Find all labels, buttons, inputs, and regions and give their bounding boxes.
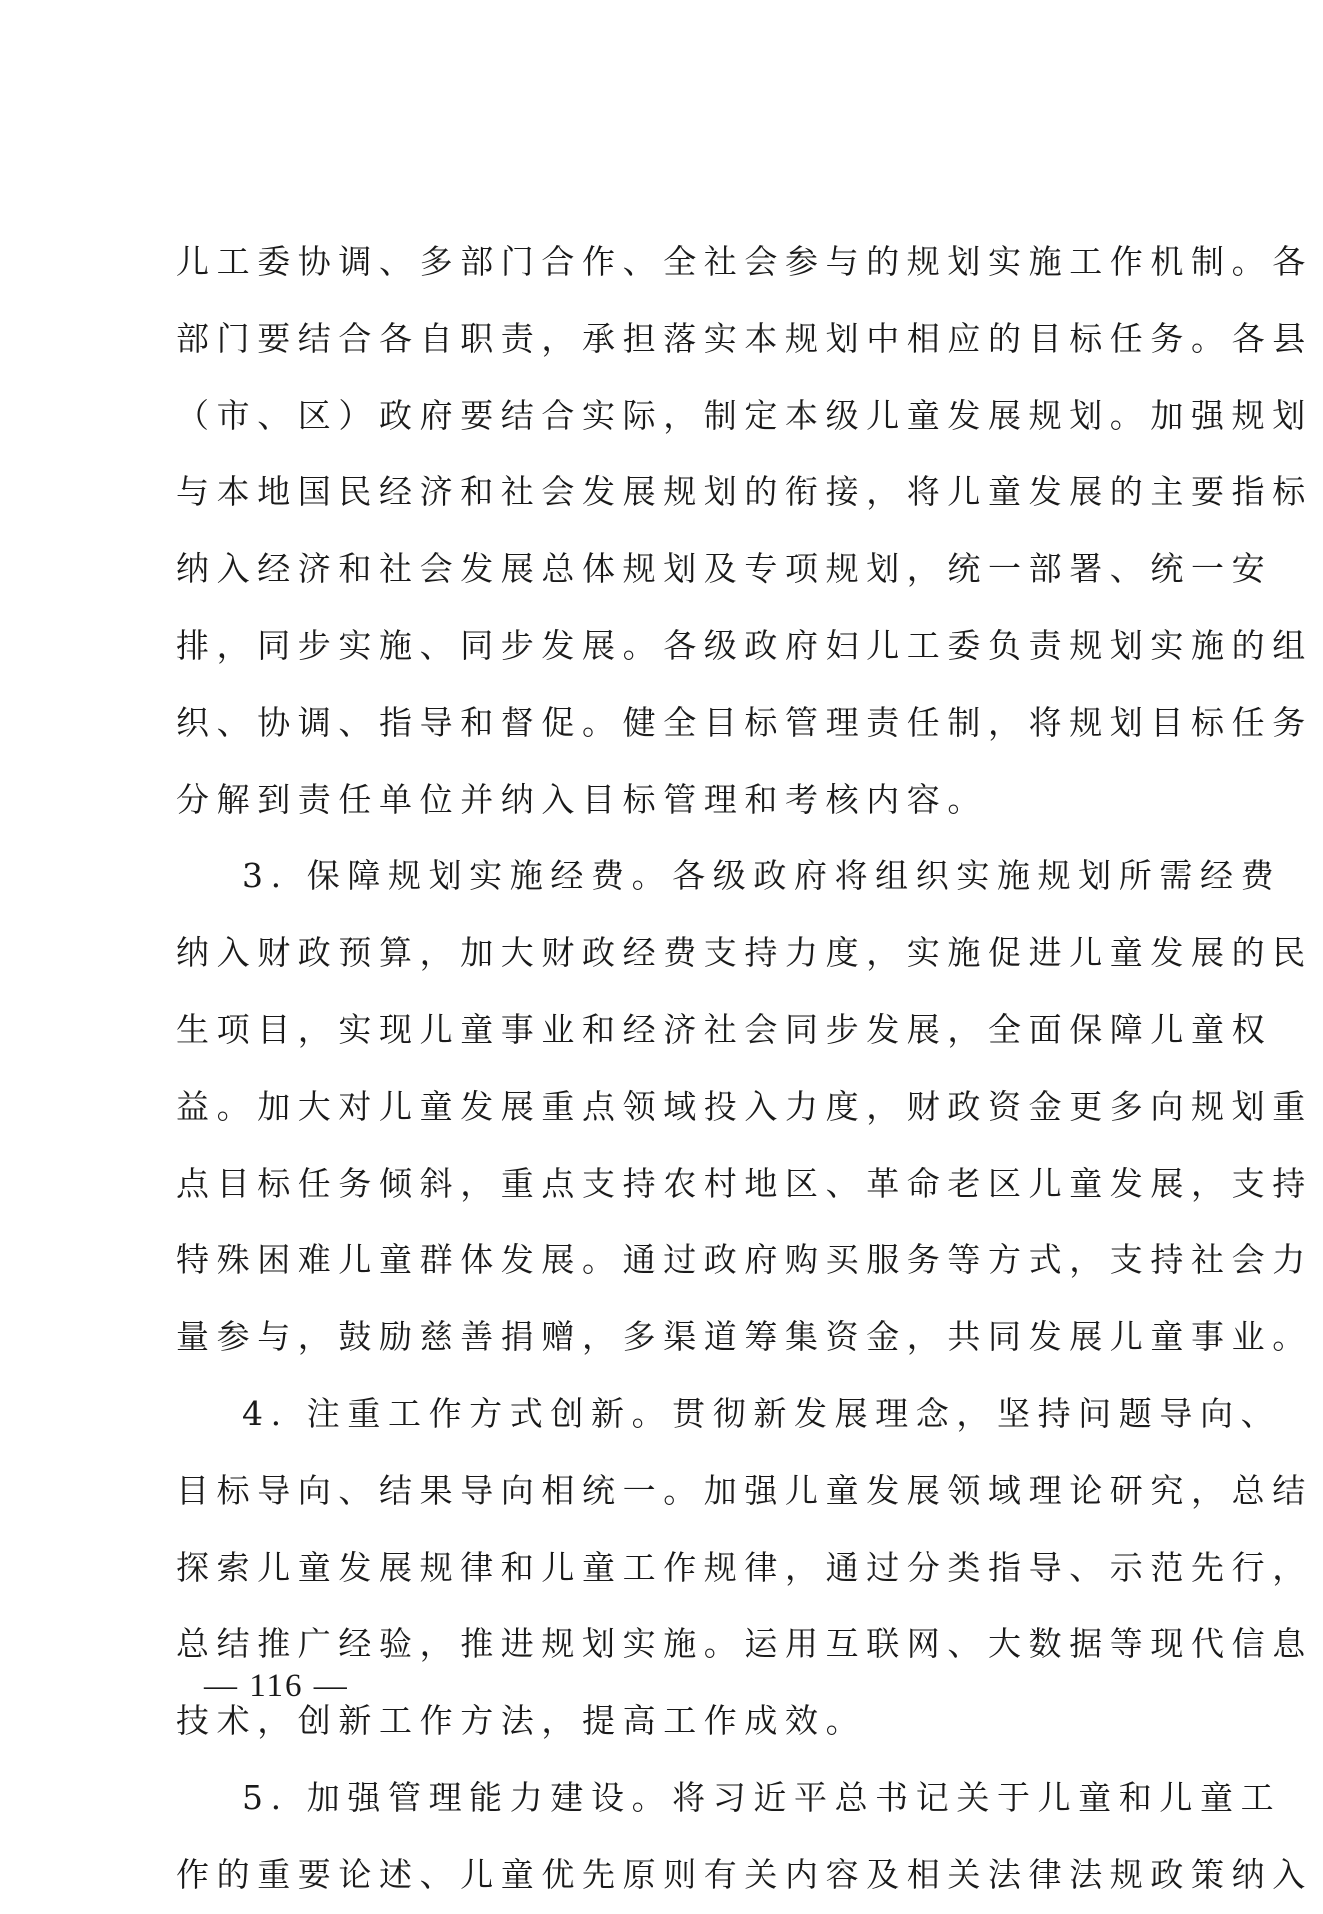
- text-line: 织、协调、指导和督促。健全目标管理责任制，将规划目标任务: [176, 702, 1313, 742]
- text-line: 与本地国民经济和社会发展规划的衔接，将儿童发展的主要指标: [176, 472, 1313, 512]
- text-line: 儿工委协调、多部门合作、全社会参与的规划实施工作机制。各: [176, 242, 1313, 281]
- text-line: 生项目，实现儿童事业和经济社会同步发展，全面保障儿童权: [176, 1009, 1273, 1049]
- text-line: 纳入财政预算，加大财政经费支持力度，实施促进儿童发展的民: [176, 933, 1313, 973]
- text-line: 益。加大对儿童发展重点领域投入力度，财政资金更多向规划重: [176, 1086, 1313, 1126]
- text-line: 分解到责任单位并纳入目标管理和考核内容。: [176, 779, 988, 819]
- text-line: 部门要结合各自职责，承担落实本规划中相应的目标任务。各县: [176, 318, 1313, 358]
- text-line: （市、区）政府要结合实际，制定本级儿童发展规划。加强规划: [176, 395, 1313, 435]
- text-line: 排，同步实施、同步发展。各级政府妇儿工委负责规划实施的组: [176, 625, 1313, 665]
- text-line: 总结推广经验，推进规划实施。运用互联网、大数据等现代信息: [176, 1624, 1313, 1664]
- text-line: 纳入经济和社会发展总体规划及专项规划，统一部署、统一安: [176, 549, 1273, 589]
- text-line: 目标导向、结果导向相统一。加强儿童发展领域理论研究，总结: [176, 1470, 1313, 1510]
- text-line: 特殊困难儿童群体发展。通过政府购买服务等方式，支持社会力: [176, 1240, 1313, 1280]
- body-text: [176, 224, 1313, 1914]
- text-line: 探索儿童发展规律和儿童工作规律，通过分类指导、示范先行，: [176, 1547, 1313, 1587]
- text-line: 技术，创新工作方法，提高工作成效。: [176, 1701, 867, 1741]
- text-line: 量参与，鼓励慈善捐赠，多渠道筹集资金，共同发展儿童事业。: [176, 1317, 1313, 1357]
- text-line: 作的重要论述、儿童优先原则有关内容及相关法律法规政策纳入: [176, 1854, 1313, 1894]
- page-number: — 116 —: [204, 1668, 349, 1704]
- text-line: 3. 保障规划实施经费。各级政府将组织实施规划所需经费: [242, 856, 1282, 896]
- text-line: 点目标任务倾斜，重点支持农村地区、革命老区儿童发展，支持: [176, 1163, 1313, 1203]
- text-line: 4. 注重工作方式创新。贯彻新发展理念，坚持问题导向、: [242, 1393, 1282, 1433]
- text-line: 5. 加强管理能力建设。将习近平总书记关于儿童和儿童工: [242, 1777, 1282, 1817]
